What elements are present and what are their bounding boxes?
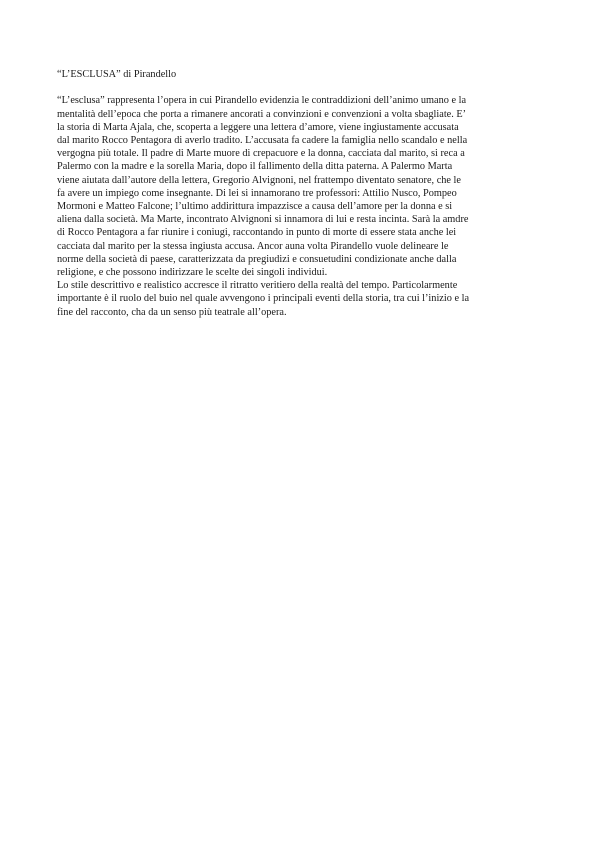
document-paragraph xyxy=(57,94,547,318)
text-line: mentalità dell’epoca che porta a rimanere ancorati a convinzioni e convenzioni a volta sbagliate. E’ xyxy=(57,108,467,120)
text-line: aliena dalla società. Ma Marte, incontrato Alvignoni si innamora di lui e resta incinta. Sarà la amdre xyxy=(57,214,469,226)
text-line: fine del racconto, cha da un senso più teatrale all’opera. xyxy=(57,306,287,318)
text-line: cacciata dal marito per la stessa ingiusta accusa. Ancor auna volta Pirandello vuole delineare le xyxy=(57,240,449,252)
text-line: Palermo con la madre e la sorella Maria, dopo il fallimento della ditta paterna. A Palermo Marta xyxy=(57,161,453,173)
text-line: norme della società di paese, caratterizzata da pregiudizi e consuetudini condizionate anche dalla xyxy=(57,253,457,265)
text-line: Lo stile descrittivo e realistico accresce il ritratto veritiero della realtà del tempo. Particolarmente xyxy=(57,280,458,292)
document-body xyxy=(57,68,547,319)
text-line: vergogna più totale. Il padre di Marte muore di crepacuore e la donna, cacciata dal marito, si reca a xyxy=(57,148,465,160)
text-line: viene aiutata dall’autore della lettera, Gregorio Alvignoni, nel frattempo diventato senatore, che le xyxy=(57,174,461,186)
text-line: “L’esclusa” rappresenta l’opera in cui Pirandello evidenzia le contraddizioni dell’animo umano e la xyxy=(57,95,467,107)
text-line: religione, e che possono indirizzare le scelte dei singoli individui. xyxy=(57,267,328,279)
text-line: importante è il ruolo del buio nel quale avvengono i principali eventi della storia, tra cui l’inizio e la xyxy=(57,293,470,305)
text-line: di Rocco Pentagora a far riunire i coniugi, raccontando in punto di morte di essere stata anche lei xyxy=(57,227,457,239)
text-line: fa avere un impiego come insegnante. Di lei si innamorano tre professori: Attilio Nusco, Pompeo xyxy=(57,187,457,199)
text-line: dal marito Rocco Pentagora di averlo tradito. L’accusata fa cadere la famiglia nello scandalo e nella xyxy=(57,135,468,146)
text-line: la storia di Marta Ajala, che, scoperta a leggere una lettera d’amore, viene ingiustamente accusata xyxy=(57,121,459,133)
document-title: “L’ESCLUSA” di Pirandello xyxy=(57,69,177,80)
text-line: Mormoni e Matteo Falcone; l’ultimo addirittura impazzisce a causa dell’amore per la donna e si xyxy=(57,201,453,213)
